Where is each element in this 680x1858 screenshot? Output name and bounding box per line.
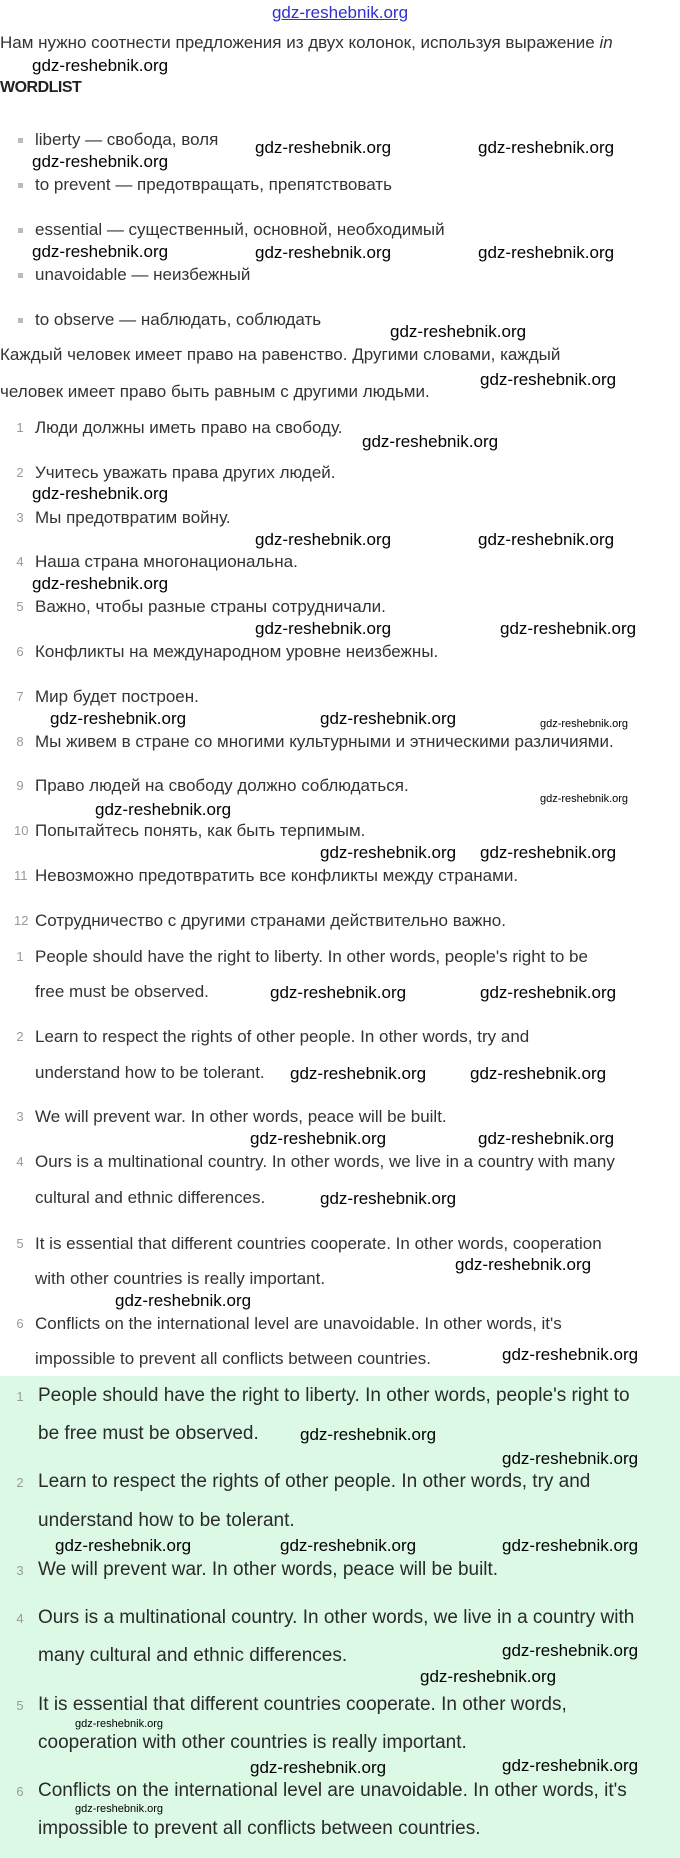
- bullet-icon: [18, 138, 23, 143]
- answer-sentence-line: Ours is a multinational country. In other words, we live in a country with: [38, 1607, 635, 1628]
- english-sentence-line: cultural and ethnic differences.: [35, 1188, 266, 1207]
- english-sentence-line: understand how to be tolerant.: [35, 1063, 265, 1082]
- english-sentence-line: Conflicts on the international level are unavoidable. In other words, it's: [35, 1314, 562, 1333]
- english-sentence-line: People should have the right to liberty. In other words, people's right to be: [35, 947, 588, 966]
- watermark-text: gdz-reshebnik.org: [255, 138, 392, 157]
- english-sentence-line: impossible to prevent all conflicts between countries.: [35, 1349, 431, 1368]
- bullet-icon: [18, 318, 23, 323]
- english-sentence-line: with other countries is really important.: [35, 1269, 326, 1288]
- item-number: 2: [16, 1029, 24, 1044]
- russian-sentence: Мы живем в стране со многими культурными и этническими различиями.: [35, 731, 614, 751]
- item-number: 1: [16, 420, 24, 435]
- english-sentence-line: Learn to respect the rights of other people. In other words, try and: [35, 1027, 530, 1046]
- answer-sentence-line: Learn to respect the rights of other people. In other words, try and: [38, 1471, 591, 1492]
- intro-emphasis: in: [599, 33, 613, 52]
- site-link[interactable]: gdz-reshebnik.org: [271, 3, 409, 22]
- watermark-text: gdz-reshebnik.org: [320, 843, 457, 862]
- item-number: 8: [16, 733, 24, 749]
- watermark-text: gdz-reshebnik.org: [280, 1536, 417, 1555]
- item-number: 5: [16, 1236, 24, 1251]
- english-sentence-line: We will prevent war. In other words, peace will be built.: [35, 1107, 447, 1126]
- watermark-text: gdz-reshebnik.org: [290, 1064, 427, 1083]
- answer-sentence-line: It is essential that different countries cooperate. In other words,: [38, 1694, 567, 1715]
- watermark-text: gdz-reshebnik.org: [255, 619, 392, 638]
- watermark-text: gdz-reshebnik.org: [95, 800, 232, 819]
- bullet-icon: [18, 183, 23, 188]
- russian-sentence: Мы предотвратим войну.: [35, 507, 231, 527]
- answer-sentence-line: many cultural and ethnic differences.: [38, 1645, 348, 1666]
- watermark-text: gdz-reshebnik.org: [50, 709, 187, 728]
- watermark-text: gdz-reshebnik.org: [32, 56, 169, 75]
- wordlist-item: to observe — наблюдать, соблюдать: [35, 310, 322, 329]
- watermark-text: gdz-reshebnik.org: [480, 843, 617, 862]
- wordlist-title: WORDLIST: [0, 79, 82, 96]
- answer-sentence-line: understand how to be tolerant.: [38, 1510, 295, 1531]
- russian-sentence: Учитесь уважать права других людей.: [35, 462, 336, 482]
- watermark-text: gdz-reshebnik.org: [502, 1345, 639, 1364]
- watermark-text: gdz-reshebnik.org: [32, 242, 169, 261]
- item-number: 3: [16, 1563, 24, 1578]
- watermark-text: gdz-reshebnik.org: [540, 718, 629, 730]
- watermark-text: gdz-reshebnik.org: [320, 1189, 457, 1208]
- watermark-text: gdz-reshebnik.org: [255, 530, 392, 549]
- watermark-text: gdz-reshebnik.org: [478, 1129, 615, 1148]
- paragraph-line-2: человек имеет право быть равным с другими людьми.: [0, 382, 430, 401]
- item-number: 10: [14, 823, 29, 839]
- item-number: 2: [16, 1475, 24, 1490]
- watermark-text: gdz-reshebnik.org: [420, 1667, 557, 1686]
- russian-sentence: Невозможно предотвратить все конфликты между странами.: [35, 866, 519, 885]
- watermark-text: gdz-reshebnik.org: [255, 243, 392, 262]
- russian-sentence: Наша страна многонациональна.: [35, 552, 298, 572]
- wordlist-item: unavoidable — неизбежный: [35, 265, 251, 284]
- watermark-text: gdz-reshebnik.org: [32, 574, 169, 593]
- item-number: 3: [16, 509, 24, 525]
- item-number: 6: [16, 644, 24, 659]
- intro-text: [0, 32, 613, 54]
- watermark-text: gdz-reshebnik.org: [470, 1064, 607, 1083]
- watermark-text: gdz-reshebnik.org: [250, 1758, 387, 1777]
- russian-sentence: Важно, чтобы разные страны сотрудничали.: [35, 597, 386, 617]
- item-number: 6: [16, 1316, 24, 1331]
- english-sentence-line: It is essential that different countries cooperate. In other words, cooperation: [35, 1234, 602, 1253]
- item-number: 4: [16, 554, 24, 570]
- bullet-icon: [18, 273, 23, 278]
- watermark-text: gdz-reshebnik.org: [478, 138, 615, 157]
- answer-sentence-line: be free must be observed.: [38, 1423, 259, 1444]
- watermark-text: gdz-reshebnik.org: [480, 983, 617, 1002]
- answer-sentence-line: cooperation with other countries is really important.: [38, 1732, 467, 1753]
- item-number: 4: [16, 1154, 24, 1169]
- item-number: 3: [16, 1109, 24, 1124]
- watermark-text: gdz-reshebnik.org: [455, 1255, 592, 1274]
- watermark-text: gdz-reshebnik.org: [390, 322, 527, 341]
- watermark-text: gdz-reshebnik.org: [502, 1449, 639, 1468]
- item-number: 1: [16, 1389, 24, 1404]
- russian-sentence: Конфликты на международном уровне неизбежны.: [35, 642, 439, 661]
- watermark-text: gdz-reshebnik.org: [320, 709, 457, 728]
- russian-sentence: Попытайтесь понять, как быть терпимым.: [35, 821, 366, 841]
- russian-sentence: Мир будет построен.: [35, 686, 199, 706]
- watermark-text: gdz-reshebnik.org: [502, 1536, 639, 1555]
- item-number: 9: [16, 778, 24, 794]
- watermark-text: gdz-reshebnik.org: [502, 1756, 639, 1775]
- watermark-text: gdz-reshebnik.org: [75, 1718, 164, 1730]
- russian-sentence: Люди должны иметь право на свободу.: [35, 418, 343, 437]
- english-sentence-line: free must be observed.: [35, 982, 209, 1001]
- russian-sentence: Сотрудничество с другими странами действительно важно.: [35, 910, 506, 930]
- watermark-text: gdz-reshebnik.org: [270, 983, 407, 1002]
- russian-sentence: Право людей на свободу должно соблюдаться.: [35, 776, 409, 796]
- english-sentence-line: Ours is a multinational country. In other words, we live in a country with many: [35, 1152, 615, 1171]
- watermark-text: gdz-reshebnik.org: [32, 152, 169, 171]
- item-number: 4: [16, 1611, 24, 1626]
- answer-sentence-line: We will prevent war. In other words, peace will be built.: [38, 1559, 499, 1580]
- item-number: 6: [16, 1784, 24, 1799]
- watermark-text: gdz-reshebnik.org: [478, 530, 615, 549]
- item-number: 1: [16, 949, 24, 964]
- intro-main: Нам нужно соотнести предложения из двух колонок, используя выражение: [0, 33, 600, 52]
- watermark-text: gdz-reshebnik.org: [540, 793, 629, 805]
- wordlist-item: essential — существенный, основной, необходимый: [35, 220, 445, 239]
- watermark-text: gdz-reshebnik.org: [500, 619, 637, 638]
- item-number: 12: [14, 912, 29, 928]
- wordlist-item: liberty — свобода, воля: [35, 130, 219, 149]
- bullet-icon: [18, 228, 23, 233]
- answer-sentence-line: impossible to prevent all conflicts between countries.: [38, 1818, 481, 1839]
- watermark-text: gdz-reshebnik.org: [300, 1425, 437, 1444]
- item-number: 11: [14, 868, 28, 883]
- item-number: 5: [16, 1698, 24, 1713]
- answer-sentence-line: Conflicts on the international level are unavoidable. In other words, it's: [38, 1780, 627, 1801]
- item-number: 5: [16, 599, 24, 615]
- watermark-text: gdz-reshebnik.org: [75, 1803, 164, 1815]
- watermark-text: gdz-reshebnik.org: [32, 484, 169, 503]
- watermark-text: gdz-reshebnik.org: [250, 1129, 387, 1148]
- paragraph-line-1: Каждый человек имеет право на равенство. Другими словами, каждый: [0, 345, 561, 364]
- watermark-text: gdz-reshebnik.org: [115, 1291, 252, 1310]
- watermark-text: gdz-reshebnik.org: [480, 370, 617, 389]
- item-number: 7: [16, 688, 24, 704]
- watermark-text: gdz-reshebnik.org: [362, 432, 499, 451]
- watermark-text: gdz-reshebnik.org: [55, 1536, 192, 1555]
- watermark-text: gdz-reshebnik.org: [478, 243, 615, 262]
- watermark-text: gdz-reshebnik.org: [502, 1641, 639, 1660]
- item-number: 2: [16, 464, 24, 480]
- answer-sentence-line: People should have the right to liberty. In other words, people's right to: [38, 1385, 630, 1406]
- wordlist-item: to prevent — предотвращать, препятствовать: [35, 175, 392, 194]
